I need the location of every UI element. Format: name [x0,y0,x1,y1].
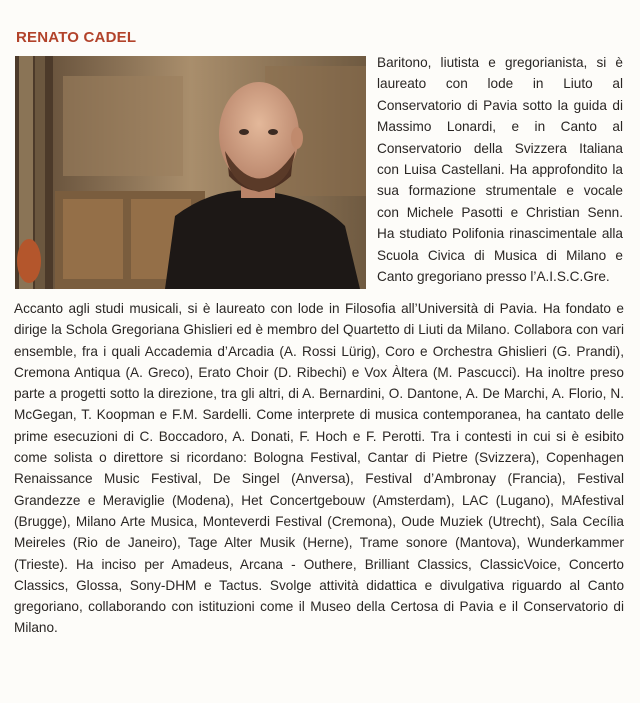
portrait-photo [15,56,366,289]
bio-intro-text: Baritono, liutista e gregorianista, si è laureato con lode in Liuto al Conservatorio di Pavia sotto la guida di Massimo Lonardi, e in Canto al Conservatorio della Svizzera Italiana con Luisa Castellani. Ha approfondito la sua formazione strumentale e vocale con Michele Pasotti e Christian Senn. Ha studiato Polifonia rinascimentale alla Scuola Civica di Musica di Milano e Canto gregoriano presso l’A.I.S.C.Gre. [377,55,623,285]
bio-main-text: Accanto agli studi musicali, si è laureato con lode in Filosofia all’Università di Pavia. Ha fondato e dirige la Schola Gregoriana Ghislieri ed è membro del Quartetto di Liuti da Milano. Collabora con vari ensemble, fra i quali Accademia d’Arcadia (A. Rossi Lürig), Coro e Orchestra Ghislieri (G. Prandi), Cremona Antiqua (A. Greco), Erato Choir (D. Ribechi) e Vox Àltera (M. Pascucci). Ha inoltre preso parte a progetti sotto la direzione, tra gli altri, di A. Bernardini, O. Dantone, A. De Marchi, A. Florio, N. McGegan, T. Koopman e F.M. Sardelli. Come interprete di musica contemporanea, ha cantato delle prime esecuzioni di C. Boccadoro, A. Donati, F. Hoch e F. Perotti. Tra i contesti in cui si è esibito come solista o direttore si ricordano: Bologna Festival, Cantar di Pietre (Svizzera), Copenhagen Renaissance Music Festival, De Singel (Anversa), Festival d’Ambronay (Francia), Festival Grandezze e Meraviglie (Modena), Het Concertgebouw (Amsterdam), LAC (Lugano), MAfestival (Brugge), Milano Arte Musica, Monteverdi Festival (Cremona), Oude Muziek (Utrecht), Sala Cecília Meireles (Rio de Janeiro), Tage Alter Musik (Herne), Trame sonore (Mantova), Wunderkammer (Trieste). Ha inciso per Amadeus, Arcana - Outhere, Brilliant Classics, ClassicVoice, Concerto Classics, Glossa, Sony-DHM e Tactus. Svolge attività didattica e divulgativa riguardo al Canto gregoriano, collaborando con istituzioni come il Museo della Certosa di Pavia e il Conservatorio di Milano. [14,301,624,636]
page-title: RENATO CADEL [16,29,137,46]
